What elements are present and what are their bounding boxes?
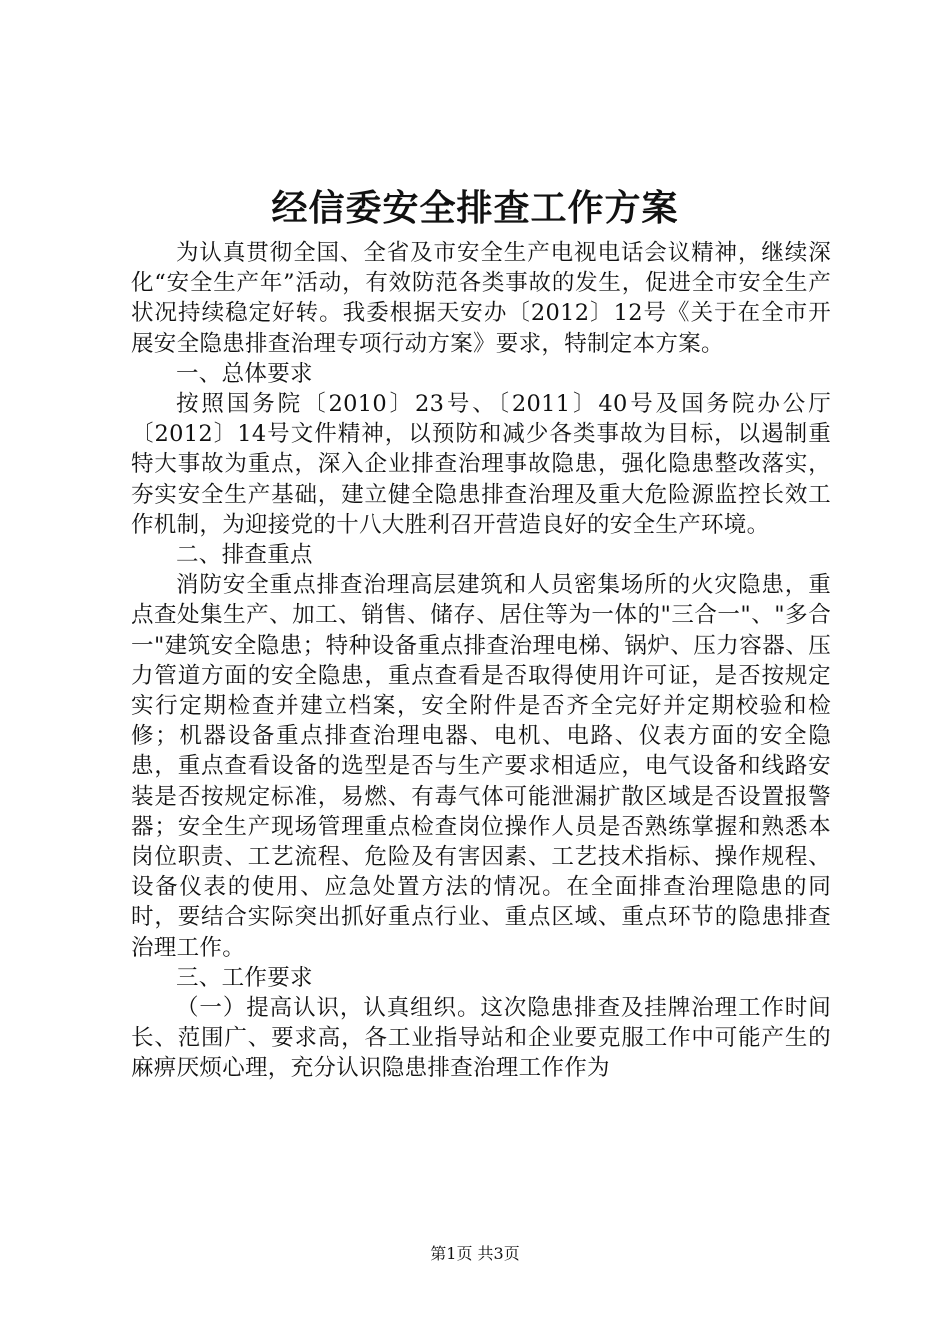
paragraph-work-requirements: （一）提高认识，认真组织。这次隐患排查及挂牌治理工作时间长、范围广、要求高，各工业指导站和企业要克服工作中可能产生的麻痹厌烦心理，充分认识隐患排查治理工作作为	[131, 995, 831, 1082]
section-heading-2: 二、排查重点	[176, 542, 313, 569]
document-title: 经信委安全排查工作方案	[271, 187, 679, 229]
page-number-footer: 第1页 共3页	[430, 1244, 520, 1263]
section-heading-1: 一、总体要求	[176, 360, 313, 387]
paragraph-inspection-focus: 消防安全重点排查治理高层建筑和人员密集场所的火灾隐患，重点查处集生产、加工、销售、储存、居住等为一体的"三合一"、"多合一"建筑安全隐患；特种设备重点排查治理电梯、锅炉、压力容器、压力管道方面的安全隐患，重点查看是否取得使用许可证，是否按规定实行定期检查并建立档案，安全附件是否齐全完好并定期校验和检修；机器设备重点排查治理电器、电机、电路、仪表方面的安全隐患，重点查看设备的选型是否与生产要求相适应，电气设备和线路安装是否按规定标准，易燃、有毒气体可能泄漏扩散区域是否设置报警器；安全生产现场管理重点检查岗位操作人员是否熟练掌握和熟悉本岗位职责、工艺流程、危险及有害因素、工艺技术指标、操作规程、设备仪表的使用、应急处置方法的情况。在全面排查治理隐患的同时，要结合实际突出抓好重点行业、重点区域、重点环节的隐患排查治理工作。	[131, 572, 831, 961]
paragraph-general-requirements: 按照国务院〔2010〕23号、〔2011〕40号及国务院办公厅〔2012〕14号文件精神，以预防和减少各类事故为目标，以遏制重特大事故为重点，深入企业排查治理事故隐患，强化隐患整改落实，夯实安全生产基础，建立健全隐患排查治理及重大危险源监控长效工作机制，为迎接党的十八大胜利召开营造良好的安全生产环境。	[131, 391, 831, 538]
document-body	[131, 238, 831, 1084]
section-heading-3: 三、工作要求	[176, 964, 313, 991]
paragraph-intro: 为认真贯彻全国、全省及市安全生产电视电话会议精神，继续深化“安全生产年”活动，有效防范各类事故的发生，促进全市安全生产状况持续稳定好转。我委根据天安办〔2012〕12号《关于在全市开展安全隐患排查治理专项行动方案》要求，特制定本方案。	[131, 240, 831, 357]
